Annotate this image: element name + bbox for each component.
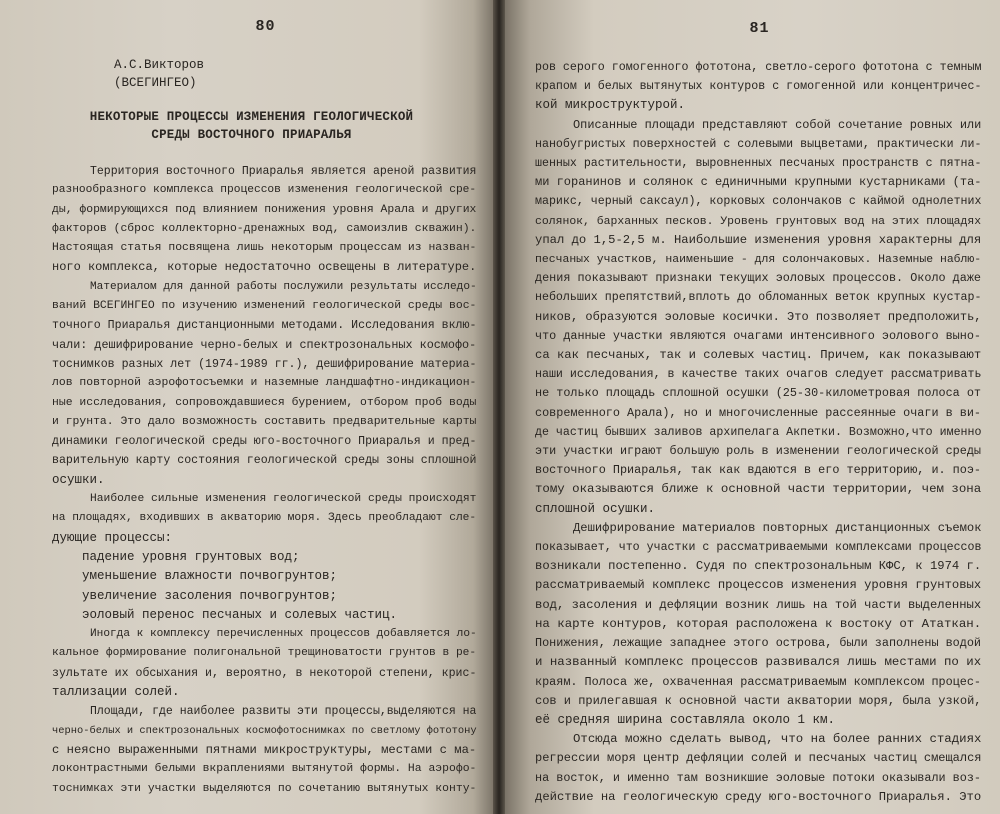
text-line: де частиц бывших заливов архипелага Акпетки. Возможно,что именно (535, 425, 982, 439)
text-line: возникали постепенно. Судя по спектрозональным КФС, к 1974 г. (535, 559, 982, 574)
text-line: тоснимках эти участки выделяются по сочетанию вытянутых конту- (52, 782, 477, 795)
text-line: вод, засоления и дефляции возник лишь на той части выделенных (535, 597, 982, 612)
text-line: ды, формирующихся под влиянием понижения уровня Арала и других (52, 203, 477, 216)
text-line: ров серого гомогенного фототона, светло-серого фототона с темным (535, 61, 982, 74)
text-line: и названный комплекс процессов развивался лишь местами по их (535, 655, 982, 670)
text-line: эоловый перенос песчаных и солевых частиц. (82, 607, 398, 622)
text-line: чали: дешифрирование черно-белых и спектрозональных космофо- (52, 337, 477, 352)
right-body-text (535, 58, 984, 807)
text-line: осушки. (52, 472, 105, 487)
text-line: марикс, черный саксаул), корковых солончаков с каймой однолетних (535, 195, 982, 209)
text-line: разнообразного комплекса процессов изменения геологической сре- (52, 184, 477, 197)
text-line: не только площадь сплошной осушки (25-30-километровая полоса от (535, 386, 981, 401)
text-line: регрессии моря центр дефляции солей и песчаных частиц смещался (535, 751, 982, 766)
text-line: ваний ВСЕГИНГЕО по изучению изменений геологической среды вос- (52, 300, 477, 313)
text-line: действие на геологическую среду юго-восточного Приаралья. Это (535, 789, 982, 804)
text-line: Отсюда можно сделать вывод, что на более ранних стадиях (573, 732, 982, 747)
text-line: сов и прилегавшая к основной части акватории моря, была узкой, (535, 693, 982, 708)
article-title (52, 108, 479, 144)
text-line: песчаных участков, наименьшие - для солончаковых. Наземные наблю- (535, 253, 982, 267)
text-line: её средняя ширина составляла около 1 км. (535, 712, 836, 727)
text-line: шенных растительности, выровненных песчаных пространств с пятна- (535, 157, 982, 171)
text-line: кой микроструктурой. (535, 98, 686, 113)
text-line: на восток, и именно там возникшие эоловые потоки оказывали воз- (535, 770, 981, 785)
text-line: Настоящая статья посвящена лишь некоторым процессам из назван- (52, 242, 477, 255)
text-line: эти участки играют большую роль в изменении геологической среды (535, 444, 981, 459)
text-line: показывает, что участки с рассматриваемыми комплексами процессов (535, 541, 982, 555)
article-title-line-1: НЕКОТОРЫЕ ПРОЦЕССЫ ИЗМЕНЕНИЯ ГЕОЛОГИЧЕСКОЙ (89, 110, 414, 124)
text-line: упал до 1,5-2,5 м. Наибольшие изменения уровня характерны для (535, 232, 982, 247)
author-name: А.С.Викторов (114, 58, 205, 72)
text-line: что данные участки являются очагами интенсивного эолового выно- (535, 328, 981, 343)
text-line: крапом и белых вытянутых контуров с гомогенной или концентричес- (535, 80, 982, 94)
right-page (505, 0, 1000, 814)
text-line: лов повторной аэрофотосъемки и наземные ландшафтно-индикацион- (52, 377, 477, 390)
text-line: таллизации солей. (52, 685, 180, 700)
text-line: кальное формирование полигональной трещиноватости грунтов в ре- (52, 647, 477, 660)
text-line: Наиболее сильные изменения геологической среды происходят (90, 493, 477, 506)
author-block (52, 56, 479, 92)
left-body-text (52, 162, 479, 799)
text-line: варительную карту состояния геологической среды зоны сплошной (52, 454, 477, 468)
text-line: локонтрастными белыми вкраплениями вытянутой формы. На аэрофо- (52, 763, 477, 776)
text-line: уменьшение влажности почвогрунтов; (82, 569, 338, 584)
text-line: наши исследования, в качестве таких очагов следует рассматривать (535, 368, 982, 382)
text-line: ми горанинов и солянок с единичными крупными кустарниками (та- (535, 175, 982, 190)
text-line: Понижения, лежащие западнее этого острова, были заполнены водой (535, 636, 981, 651)
text-line: с неясно выраженными пятнами микроструктуры, местами с ма- (52, 742, 477, 757)
text-line: тоснимков разных лет (1974-1989 гг.), дешифрирование материа- (52, 357, 477, 371)
text-line: на площадях, входивших в акваторию моря. Здесь преобладают сле- (52, 512, 477, 525)
text-line: черно-белых и спектрозональных космофотоснимках по светлому фототону (52, 724, 477, 737)
text-line: на карте контуров, которая расположена к востоку от Ататкан. (535, 616, 982, 631)
text-line: факторов (сброс коллекторно-дренажных вод, самоизлив скважин). (52, 222, 477, 235)
text-line: увеличение засоления почвогрунтов; (82, 588, 338, 603)
text-line: ные исследования, сопровождавшиеся бурением, отбором проб воды (52, 396, 477, 409)
text-line: сплошной осушки. (535, 501, 656, 516)
text-line: рассматриваемый комплекс процессов изменения уровня грунтовых (535, 578, 982, 593)
text-line: падение уровня грунтовых вод; (82, 549, 300, 564)
text-line: Дешифрирование материалов повторных дистанционных съемок (573, 520, 982, 535)
text-line: Площади, где наиболее развиты эти процессы,выделяются на (90, 705, 477, 719)
text-line: Материалом для данной работы послужили результаты исследо- (90, 280, 477, 293)
text-line: небольших препятствий,вплоть до обломанных веток крупных кустар- (535, 291, 982, 305)
text-line: зультате их обсыхания и, вероятно, в некоторой степени, крис- (52, 666, 477, 680)
text-line: и грунта. Это дало возможность составить предварительные карты (52, 415, 477, 428)
page-number-right: 81 (749, 20, 770, 37)
book-gutter (493, 0, 505, 814)
text-line: са как песчаных, так и солевых частиц. Причем, как показывают (535, 348, 982, 363)
page-number-left: 80 (255, 18, 276, 35)
text-line: современного Арала), но и многочисленные рассеянные очаги в ви- (535, 405, 981, 420)
author-affiliation: (ВСЕГИНГЕО) (114, 76, 197, 90)
text-line: восточного Приаралья, так как вдаются в его территорию, и. поэ- (535, 463, 981, 478)
text-line: динамики геологической среды юго-восточного Приаралья и пред- (52, 435, 477, 449)
text-line: нанобугристых поверхностей с солевыми выцветами, практически ли- (535, 137, 982, 151)
article-title-line-2: СРЕДЫ ВОСТОЧНОГО ПРИАРАЛЬЯ (151, 128, 352, 142)
text-line: тому оказываются ближе к основной части территории, чем зона (535, 482, 982, 497)
text-line: ников, образуются эоловые косички. Это позволяет предположить, (535, 309, 982, 324)
text-line: дующие процессы: (52, 530, 173, 545)
text-line: солянок, барханных песков. Уровень грунтовых вод на этих площадях (535, 214, 982, 228)
text-line: краям. Полоса же, охваченная рассматриваемым комплексом процес- (535, 674, 981, 689)
text-line: дения показывают признаки текущих эоловых процессов. Около даже (535, 271, 981, 286)
left-page (0, 0, 493, 814)
text-line: Иногда к комплексу перечисленных процессов добавляется ло- (90, 628, 477, 641)
text-line: Описанные площади представляют собой сочетание ровных или (573, 117, 982, 132)
text-line: ного комплекса, которые недостаточно освещены в литературе. (52, 260, 477, 275)
text-line: точного Приаралья дистанционными методами. Исследования вклю- (52, 319, 477, 333)
text-line: Территория восточного Приаралья является ареной развития (90, 165, 477, 178)
